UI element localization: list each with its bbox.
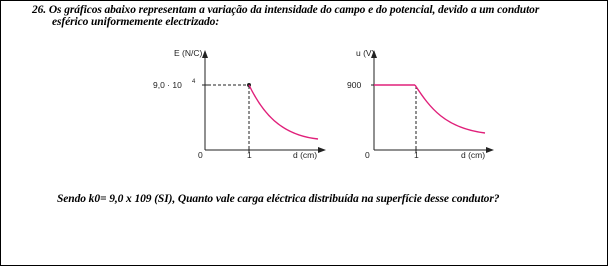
u-origin-label: 0 — [365, 150, 370, 160]
e-origin-label: 0 — [198, 150, 203, 160]
graph-e — [153, 48, 326, 160]
e-x-axis-label: d (cm) — [293, 150, 318, 160]
footer-question: Sendo k0= 9,0 x 109 (SI), Quanto vale carga eléctrica distribuída na superfície desse condutor? — [57, 193, 500, 205]
question-line-1: 26. Os gráficos abaixo representam a variação da intensidade do campo e do potencial, devido a um condutor — [32, 4, 540, 16]
graph-u — [347, 48, 494, 160]
e-y-axis-label: E (N/C) — [174, 48, 203, 58]
e-y-axis-arrow — [202, 50, 208, 58]
u-curve — [415, 85, 485, 133]
question-line-2: esférico uniformemente electrizado: — [52, 16, 220, 28]
u-y-tick-label: 900 — [347, 80, 362, 90]
e-y-tick-label: 9,0 · 10 — [153, 80, 182, 90]
e-y-tick-exponent: 4 — [192, 79, 196, 85]
u-x-axis-arrow — [486, 147, 494, 153]
e-curve — [249, 85, 318, 139]
u-y-axis-label: u (V) — [356, 48, 375, 58]
e-x-axis-arrow — [318, 147, 326, 153]
u-x-tick-label: 1 — [414, 150, 419, 160]
u-x-axis-label: d (cm) — [461, 150, 486, 160]
e-x-tick-label: 1 — [247, 150, 252, 160]
